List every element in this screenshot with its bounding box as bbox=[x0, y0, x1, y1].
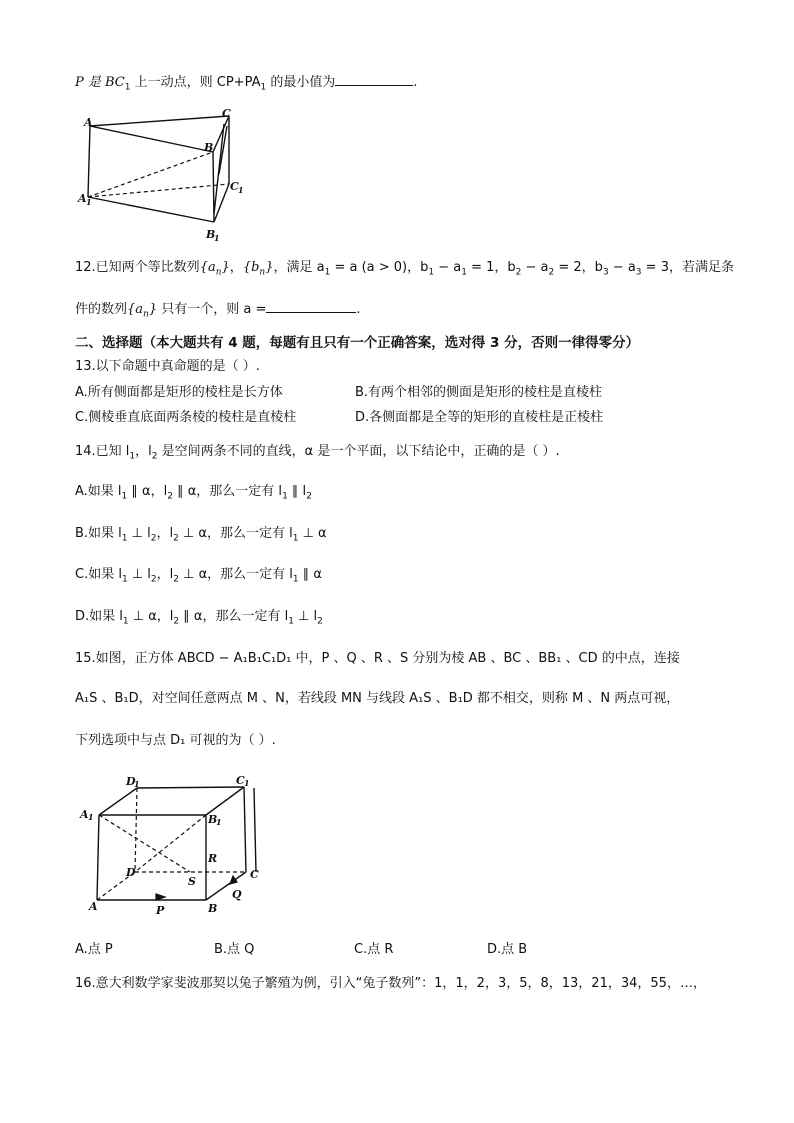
q11-sub2: 1 bbox=[260, 82, 267, 93]
q15-line3: 下列选项中与点 D₁ 可视的为（ ）. bbox=[75, 733, 276, 748]
q11-end: . bbox=[413, 75, 418, 90]
fig1-label-C1: C bbox=[230, 180, 239, 193]
q14-stem-a: 14.已知 l bbox=[75, 444, 130, 459]
q15-option-a[interactable]: A.点 P bbox=[75, 942, 113, 957]
q15-option-c[interactable]: C.点 R bbox=[354, 942, 394, 957]
q12-text-e: = 1，b bbox=[466, 260, 516, 275]
q14-option-b[interactable]: B.如果 $l_1$ ⊥ $l_2$，$l_2$ ⊥ α，那么一定有 $l_1$ ⊥ α bbox=[75, 526, 327, 544]
fig1-sub-A1: 1 bbox=[86, 197, 92, 207]
fig2-label-C: C bbox=[250, 868, 259, 881]
q14-stem-c: 是空间两条不同的直线，α 是一个平面，以下结论中，正确的是（ ）. bbox=[157, 444, 560, 459]
q12-line2-a: 件的数列 bbox=[75, 302, 128, 317]
fig2-label-A: A bbox=[89, 900, 98, 913]
q12-bn-sub: n bbox=[259, 267, 266, 278]
fig2-label-S: S bbox=[188, 875, 196, 888]
q12-text-a: 12.已知两个等比数列 bbox=[75, 260, 200, 275]
q12-text-d: − a bbox=[434, 260, 462, 275]
fig1-sub-B1: 1 bbox=[214, 233, 220, 243]
fig2-sub-D1: 1 bbox=[134, 779, 140, 789]
q14-stem: 14.已知 $l_1$，$l_2$ 是空间两条不同的直线，α 是一个平面，以下结论中，正确的是（ ）. bbox=[75, 444, 560, 462]
q11-text-b: 上一动点，则 CP+PA bbox=[130, 75, 261, 90]
q13-option-c[interactable]: C.侧棱垂直底面两条棱的棱柱是直棱柱 bbox=[75, 410, 297, 425]
q13-stem: 13.以下命题中真命题的是（ ）. bbox=[75, 359, 260, 374]
prism-figure bbox=[74, 104, 254, 244]
q12-text-g: = 2，b bbox=[554, 260, 603, 275]
q12-an: {a bbox=[199, 260, 216, 275]
q14-option-a[interactable]: A.如果 $l_1$ ∥ α，$l_2$ ∥ α，那么一定有 $l_1$ ∥ $l_2$ bbox=[75, 484, 312, 502]
fig2-sub-C1: 1 bbox=[244, 778, 250, 788]
q12-line2-an-close: } bbox=[148, 302, 158, 317]
q14-stem-b: ，l bbox=[135, 444, 152, 459]
q14-option-d[interactable]: D.如果 $l_1$ ⊥ α，$l_2$ ∥ α，那么一定有 $l_1$ ⊥ $l_2$ bbox=[75, 609, 323, 627]
fig2-label-B1: B bbox=[208, 813, 218, 826]
fig2-label-D1: D bbox=[126, 775, 136, 788]
q12-text-c: = a (a > 0)，b bbox=[330, 260, 429, 275]
fig2-label-C1: C bbox=[236, 774, 245, 787]
q12-line1: 12.已知两个等比数列$\{a_n\}$，$\{b_n\}$，满足 $a_1 = a$ (a > 0)，$b_1 - a_1 = 1$，$b_2 - a_2 = 2$，$b_3 - a_3 = 3$，若满足条 bbox=[75, 260, 734, 278]
q12-sep: ， bbox=[229, 260, 243, 275]
fig1-sub-C1: 1 bbox=[238, 185, 244, 195]
q12-text-f: − a bbox=[521, 260, 549, 275]
q15-line1: 15.如图，正方体 ABCD − A₁B₁C₁D₁ 中，P 、Q 、R 、S 分别为棱 AB 、BC 、BB₁ 、CD 的中点，连接 bbox=[75, 651, 680, 666]
q12-line2-an: {a bbox=[127, 302, 144, 317]
q13-option-b[interactable]: B.有两个相邻的侧面是矩形的棱柱是直棱柱 bbox=[355, 385, 603, 400]
fig1-label-B1: B bbox=[206, 228, 216, 241]
fig2-sub-B1: 1 bbox=[216, 817, 222, 827]
q13-option-d[interactable]: D.各侧面都是全等的矩形的直棱柱是正棱柱 bbox=[355, 410, 604, 425]
fig2-label-R: R bbox=[208, 852, 218, 865]
q12-text-h: − a bbox=[608, 260, 636, 275]
q12-line2 bbox=[75, 299, 361, 324]
q15-line2: A₁S 、B₁D，对空间任意两点 M 、N，若线段 MN 与线段 A₁S 、B₁D 都不相交，则称 M 、N 两点可视， bbox=[75, 691, 680, 706]
fig2-sub-A1: 1 bbox=[88, 812, 94, 822]
q16-text: 16.意大利数学家斐波那契以兔子繁殖为例，引入“兔子数列”：1，1，2，3，5，8，13，21，34，55，…， bbox=[75, 976, 706, 991]
q11-answer-blank[interactable] bbox=[335, 72, 413, 86]
q12-bn-close: } bbox=[265, 260, 274, 275]
q11-text-c: 的最小值为 bbox=[266, 75, 336, 90]
q12-answer-blank[interactable] bbox=[266, 299, 356, 313]
q12-bn: {b bbox=[242, 260, 260, 275]
q11-line bbox=[75, 72, 418, 97]
q14-option-c[interactable]: C.如果 $l_1$ ⊥ $l_2$，$l_2$ ⊥ α，那么一定有 $l_1$ ∥ α bbox=[75, 567, 322, 585]
q12-an-sub: n bbox=[215, 267, 222, 278]
fig1-label-A: A bbox=[84, 116, 93, 129]
q12-line2-an-sub: n bbox=[143, 309, 149, 320]
fig2-label-A1: A bbox=[80, 808, 89, 821]
q12-text-i: = 3，若满足条 bbox=[641, 260, 734, 275]
cube-figure bbox=[74, 772, 274, 922]
q12-an-close: } bbox=[221, 260, 230, 275]
section2-heading: 二、选择题（本大题共有 4 题，每题有且只有一个正确答案，选对得 3 分，否则一律得零分） bbox=[75, 335, 640, 351]
fig2-label-D: D bbox=[126, 866, 136, 879]
q12-text-b: ，满足 a bbox=[273, 260, 325, 275]
q12-line2-b: 只有一个，则 a = bbox=[157, 302, 267, 317]
q15-option-d[interactable]: D.点 B bbox=[487, 942, 528, 957]
q12-end: . bbox=[356, 302, 361, 317]
fig1-label-A1: A bbox=[78, 192, 87, 205]
fig1-label-B: B bbox=[204, 141, 214, 154]
q15-option-b[interactable]: B.点 Q bbox=[214, 942, 255, 957]
fig2-label-P: P bbox=[156, 904, 165, 917]
fig1-label-C: C bbox=[222, 107, 231, 120]
q11-text-a: P 是 BC bbox=[75, 75, 125, 90]
fig2-label-Q: Q bbox=[232, 888, 242, 901]
fig2-label-B: B bbox=[208, 902, 218, 915]
q13-option-a[interactable]: A.所有侧面都是矩形的棱柱是长方体 bbox=[75, 385, 283, 400]
q11-sub1: 1 bbox=[124, 82, 131, 93]
